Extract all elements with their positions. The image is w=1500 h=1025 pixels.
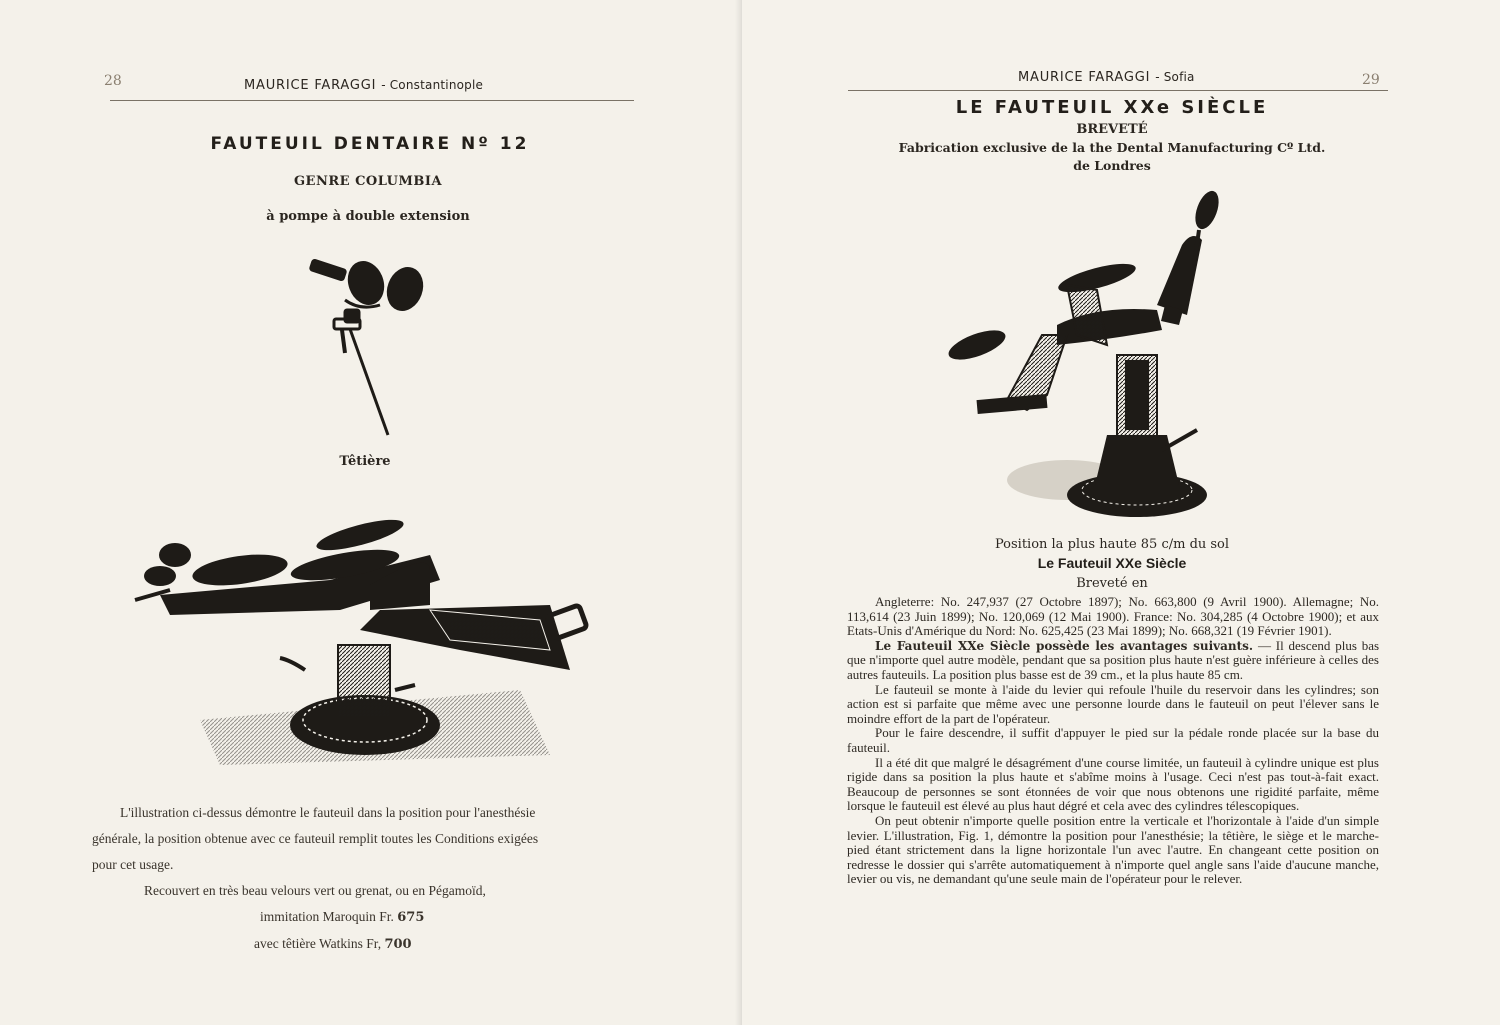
brevete-en: Breveté en: [1076, 576, 1148, 591]
price-2-label: avec têtière Watkins Fr,: [254, 936, 382, 951]
right-body-text: [847, 595, 1379, 887]
headrest-illustration: [300, 255, 440, 445]
chair-name: Le Fauteuil XXe Siècle: [1037, 555, 1187, 571]
left-header-rule: [110, 100, 634, 101]
price-2-value: 700: [384, 937, 412, 952]
right-running-head-city: - Sofia: [1155, 70, 1195, 84]
left-description-line-1: L'illustration ci-dessus démontre le fauteuil dans la position pour l'anesthésie: [120, 805, 536, 820]
patents-paragraph: Angleterre: No. 247,937 (27 Octobre 1897); No. 663,800 (9 Avril 1900). Allemagne; No. 113,614 (23 Juin 1899); No. 120,069 (12 Mai 1900). France: No. 304,285 (4 Octobre 1900); et aux Etats-Unis d'Amérique du Nord: No. 625,425 (23 Mai 1899); No. 668,321 (19 Février 1901).: [847, 594, 1379, 639]
price-1-value: 675: [397, 910, 425, 925]
left-running-head-name: MAURICE FARAGGI: [244, 78, 377, 93]
left-covering: Recouvert en très beau velours vert ou grenat, ou en Pégamoïd,: [144, 883, 486, 898]
advantages-text: — Il descend plus bas que n'importe quel autre modèle, pendant que sa position plus haute n'est guère inférieure à celles des autres fauteuils. La position plus basse est de 39 cm., et la plus haute 85 cm.: [847, 637, 1380, 682]
left-description: [92, 800, 632, 958]
chair-no12-illustration: [130, 510, 610, 780]
left-running-head: [244, 78, 483, 93]
left-page-number: 28: [104, 73, 122, 89]
chair-xxe-illustration: [947, 185, 1277, 535]
position-paragraph: On peut obtenir n'importe quelle position entre la verticale et l'horizontale à l'aide d'un simple levier. L'illustration, Fig. 1, démontre la position pour l'anesthésie; la têtière, le siège et le marche-pied étant strictement dans la ligne horizontale l'un avec l'autre. En changeant cette position on redresse le dossier qui s'arrête automatiquement à n'importe quel angle sans l'aide d'aucune manche, levier ou vis, ne demandant qu'une seule main de l'opérateur pour le relever.: [847, 812, 1379, 887]
descend-paragraph: Pour le faire descendre, il suffit d'appuyer le pied sur la pédale ronde placée sur la base du fauteuil.: [847, 725, 1379, 755]
advantages-paragraph: [847, 639, 1379, 683]
left-price-line-2: [92, 931, 632, 958]
left-description-line-3: pour cet usage.: [92, 857, 174, 872]
advantages-lead: Le Fauteuil XXe Siècle possède les avantages suivants.: [875, 638, 1254, 653]
right-london: de Londres: [1073, 158, 1151, 173]
cylinder-paragraph: Il a été dit que malgré le désagrément d'une course limitée, un fauteuil à cylindre unique est plus rigide dans sa position la plus haute et s'abîme moins à l'usage. Ceci n'est pas tout-à-fait exact. Beaucoup de personnes se sont étonnées de voir que nous obtenons une rigidité parfaite, même lorsque le fauteuil est élevé au plus haut dégré et cela avec des cylindres télescopiques.: [847, 754, 1379, 814]
price-1-label: immitation Maroquin Fr.: [260, 909, 394, 924]
position-caption: Position la plus haute 85 c/m du sol: [994, 537, 1230, 552]
right-running-head-name: MAURICE FARAGGI: [1018, 70, 1151, 85]
right-page: [742, 0, 1500, 1025]
right-header-rule: [848, 90, 1388, 91]
left-running-head-city: - Constantinople: [381, 78, 484, 92]
right-running-head: [1018, 70, 1195, 85]
left-title: FAUTEUIL DENTAIRE Nº 12: [210, 134, 530, 154]
right-brevete: BREVETÉ: [1076, 122, 1148, 137]
lever-paragraph: Le fauteuil se monte à l'aide du levier qui refoule l'huile du reservoir dans les cylindres; son action est si parfaite que même avec une personne lourde dans le fauteuil on peut l'élever sans le moindre effort de la part de l'opérateur.: [847, 681, 1379, 726]
right-fabrication: Fabrication exclusive de la the Dental Manufacturing Cº Ltd.: [898, 140, 1326, 155]
headrest-caption: Têtière: [339, 454, 391, 469]
left-genre: GENRE COLUMBIA: [293, 174, 443, 189]
right-page-number: 29: [1362, 72, 1380, 88]
left-description-line-2: générale, la position obtenue avec ce fauteuil remplit toutes les Conditions exigées: [92, 831, 539, 846]
left-page: [0, 0, 742, 1025]
right-title: LE FAUTEUIL XXe SIÈCLE: [955, 97, 1269, 118]
left-price-line-1: [92, 904, 632, 931]
left-subtitle: à pompe à double extension: [266, 209, 470, 224]
